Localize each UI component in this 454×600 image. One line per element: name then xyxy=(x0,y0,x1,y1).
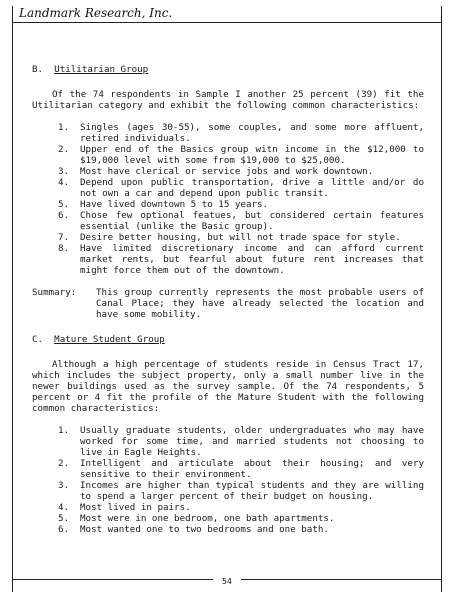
item-number: 3. xyxy=(58,480,70,491)
list-item xyxy=(58,480,424,502)
item-number: 6. xyxy=(58,524,70,535)
list-item xyxy=(58,122,424,144)
summary-text: This group currently represents the most probable users of Canal Place; they have already selected the location and have some mobility. xyxy=(96,287,424,320)
item-text: Usually graduate students, older undergraduates who may have worked for some time, and married students not choosing to live in Eagle Heights. xyxy=(80,425,424,458)
item-number: 7. xyxy=(58,232,70,243)
item-text: Upper end of the Basics group witn income in the $12,000 to $19,000 level with some from $19,000 to $25,000. xyxy=(80,144,424,166)
section-b-summary xyxy=(32,287,424,320)
item-number: 8. xyxy=(58,243,70,254)
list-item xyxy=(58,210,424,232)
item-text: Chose few optional featues, but considered certain features essential (unlike the Basic group). xyxy=(80,210,424,232)
list-item xyxy=(58,232,424,243)
list-item xyxy=(58,243,424,276)
item-text: Desire better housing, but will not trade space for style. xyxy=(80,232,401,243)
list-item xyxy=(58,458,424,480)
item-text: Have limited discretionary income and can afford current market rents, but fearful about future rent increases that might force them out of the downtown. xyxy=(80,243,424,276)
section-c-list xyxy=(32,425,424,535)
item-number: 4. xyxy=(58,502,70,513)
list-item xyxy=(58,177,424,199)
item-number: 5. xyxy=(58,199,70,210)
item-text: Singles (ages 30-55), some couples, and some more affluent, retired individuals. xyxy=(80,122,424,144)
item-number: 6. xyxy=(58,210,70,221)
list-item xyxy=(58,513,424,524)
section-b-letter: B. xyxy=(32,64,44,75)
list-item xyxy=(58,199,424,210)
item-number: 1. xyxy=(58,122,70,133)
section-c-title: Mature Student Group xyxy=(54,334,165,345)
item-text: Most have clerical or service jobs and work downtown. xyxy=(80,166,374,177)
list-item xyxy=(58,166,424,177)
section-c-intro: Although a high percentage of students reside in Census Tract 17, which includes the subject property, only a small number live in the newer buildings used as the survey sample. Of the 74 respondents, 5 percent or 4 fit the profile of the Mature Student with the following common characteristics: xyxy=(32,359,424,414)
item-text: Incomes are higher than typical students and they are willing to spend a larger percent of their budget on housing. xyxy=(80,480,424,502)
list-item xyxy=(58,425,424,458)
section-c-letter: C. xyxy=(32,334,44,345)
section-c-heading xyxy=(32,334,424,345)
item-number: 3. xyxy=(58,166,70,177)
footer-rule-right xyxy=(241,579,441,580)
section-b-intro: Of the 74 respondents in Sample I another 25 percent (39) fit the Utilitarian category and exhibit the following common characteristics: xyxy=(32,89,424,111)
list-item xyxy=(58,524,424,535)
item-number: 1. xyxy=(58,425,70,436)
section-b-title: Utilitarian Group xyxy=(54,64,149,75)
page-number: 54 xyxy=(222,577,232,586)
item-number: 4. xyxy=(58,177,70,188)
item-text: Depend upon public transportation, drive a little and/or do not own a car and depend upon public transit. xyxy=(80,177,424,199)
section-b-list xyxy=(32,122,424,276)
page-content xyxy=(32,64,424,546)
list-item xyxy=(58,502,424,513)
list-item xyxy=(58,144,424,166)
company-letterhead: Landmark Research, Inc. xyxy=(19,6,173,20)
document-page xyxy=(12,6,442,592)
item-text: Have lived downtown 5 to 15 years. xyxy=(80,199,269,210)
item-text: Most wanted one to two bedrooms and one bath. xyxy=(80,524,329,535)
item-text: Most lived in pairs. xyxy=(80,502,191,513)
header-rule xyxy=(13,22,441,23)
section-b-heading xyxy=(32,64,424,75)
item-number: 5. xyxy=(58,513,70,524)
item-number: 2. xyxy=(58,458,70,469)
summary-label: Summary: xyxy=(32,287,77,298)
item-number: 2. xyxy=(58,144,70,155)
item-text: Most were in one bedroom, one bath apartments. xyxy=(80,513,335,524)
item-text: Intelligent and articulate about their housing; and very sensitive to their environment. xyxy=(80,458,424,480)
